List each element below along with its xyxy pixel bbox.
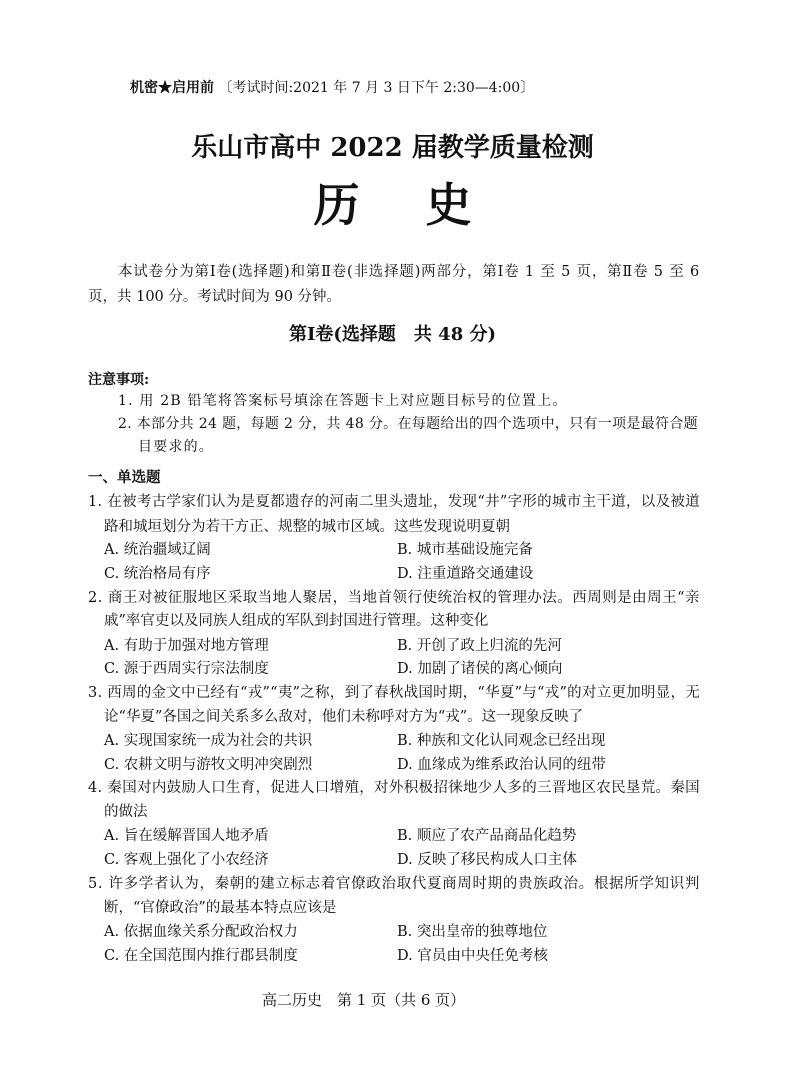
option-a: A. 统治疆域辽阔 <box>104 542 211 558</box>
option-c: C. 统治格局有序 <box>104 566 211 582</box>
option-b: B. 开创了政上归流的先河 <box>397 638 562 654</box>
option-b: B. 城市基础设施完备 <box>397 542 533 558</box>
intro-line-2: 页，共 100 分。考试时间为 90 分钟。 <box>88 289 342 305</box>
intro-line-1: 本试卷分为第Ⅰ卷(选择题)和第Ⅱ卷(非选择题)两部分，第Ⅰ卷 1 至 5 页，第Ⅱ卷 5 至 6 <box>118 264 700 280</box>
option-a: A. 有助于加强对地方管理 <box>104 638 269 654</box>
option-b: B. 顺应了农产品商品化趋势 <box>397 828 577 844</box>
question-stem-line: 1. 在被考古学家们认为是夏都遗存的河南二里头遗址，发现“井”字形的城市主干道，以及被道 <box>88 494 700 510</box>
option-b: B. 突出皇帝的独尊地位 <box>397 924 548 940</box>
option-d: D. 官员由中央任免考核 <box>397 948 548 964</box>
option-a: A. 实现国家统一成为社会的共识 <box>104 733 313 749</box>
question-stem-line: 4. 秦国对内鼓励人口生育，促进人口增殖，对外积极招徕地少人多的三晋地区农民垦荒。秦国 <box>88 780 700 796</box>
confidential-label: 机密★启用前 <box>130 80 214 96</box>
option-c: C. 客观上强化了小农经济 <box>104 852 269 868</box>
option-a: A. 依据血缘关系分配政治权力 <box>104 924 298 940</box>
option-c: C. 源于西周实行宗法制度 <box>104 661 269 677</box>
subject-title: 历 史 <box>313 178 482 232</box>
question-stem-line: 断，“官僚政治”的最基本特点应该是 <box>104 900 337 916</box>
option-d: D. 加剧了诸侯的离心倾向 <box>397 661 563 677</box>
option-b: B. 种族和文化认同观念已经出现 <box>397 733 606 749</box>
option-d: D. 注重道路交通建设 <box>397 566 534 582</box>
note-item-2-line-1: 2. 本部分共 24 题，每题 2 分，共 48 分。在每题给出的四个选项中，只有一项是最符合题 <box>118 416 698 432</box>
question-stem-line: 2. 商王对被征服地区采取当地人聚居，当地首领行使统治权的管理办法。西周则是由周王“亲 <box>88 590 700 606</box>
question-stem-line: 路和城垣划分为若干方正、规整的城市区域。这些发现说明夏朝 <box>104 519 510 535</box>
question-stem-line: 3. 西周的金文中已经有“戎”“夷”之称，到了春秋战国时期，“华夏”与“戎”的对立更加明显，无 <box>88 685 700 701</box>
page-footer: 高二历史 第 1 页（共 6 页） <box>262 991 466 1009</box>
option-d: D. 血缘成为维系政治认同的纽带 <box>397 757 606 773</box>
exam-header <box>130 78 534 98</box>
notes-heading: 注意事项: <box>88 372 150 388</box>
exam-time: 〔考试时间:2021 年 7 月 3 日下午 2:30—4:00〕 <box>218 80 535 96</box>
question-stem-line: 5. 许多学者认为，秦朝的建立标志着官僚政治取代夏商周时期的贵族政治。根据所学知识判 <box>88 876 700 892</box>
section-heading: 一、单选题 <box>88 469 161 486</box>
question-stem-line: 论“华夏”各国之间关系多么敌对，他们未称呼对方为“戎”。这一现象反映了 <box>104 709 584 725</box>
part-title: 第Ⅰ卷(选择题 共 48 分) <box>288 324 497 345</box>
question-stem-line: 戚”率官吏以及同族人组成的军队到封国进行管理。这种变化 <box>104 613 489 629</box>
option-c: C. 在全国范围内推行郡县制度 <box>104 948 298 964</box>
option-d: D. 反映了移民构成人口主体 <box>397 852 577 868</box>
note-item-1: 1. 用 2B 铅笔将答案标号填涂在答题卡上对应题目标号的位置上。 <box>118 393 568 409</box>
question-stem-line: 的做法 <box>104 804 148 820</box>
option-a: A. 旨在缓解晋国人地矛盾 <box>104 828 269 844</box>
note-item-2-line-2: 目要求的。 <box>138 439 214 455</box>
option-c: C. 农耕文明与游牧文明冲突剧烈 <box>104 757 313 773</box>
exam-title: 乐山市高中 2022 届教学质量检测 <box>191 133 594 163</box>
